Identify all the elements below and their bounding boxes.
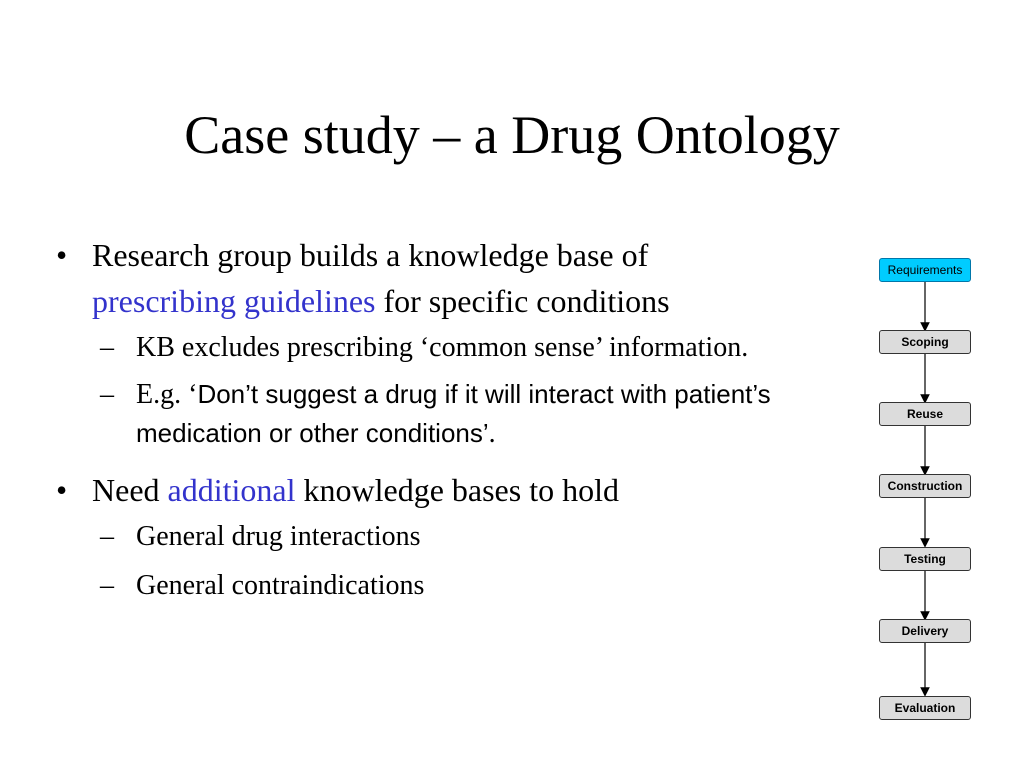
highlight-additional: additional — [167, 472, 296, 508]
sub-bullet-1-2-suffix: . — [488, 418, 496, 449]
bullet-1-text-end: for specific conditions — [375, 283, 670, 319]
dash-marker: – — [100, 379, 114, 410]
highlight-prescribing-guidelines: prescribing guidelines — [92, 283, 376, 319]
step-requirements: Requirements — [879, 258, 971, 282]
dash-marker: – — [100, 332, 114, 363]
step-scoping: Scoping — [879, 330, 971, 354]
dash-marker: – — [100, 570, 114, 601]
bullet-1-text: Research group builds a knowledge base of — [92, 237, 649, 273]
bullet-marker: • — [56, 237, 68, 273]
bullet-2-text-start: Need — [92, 472, 168, 508]
sub-bullet-2-1-text: General drug interactions — [136, 521, 421, 552]
sub-bullet-2-2-text: General contraindications — [136, 570, 425, 601]
bullet-marker: • — [56, 472, 68, 508]
sub-bullet-1-1-text: KB excludes prescribing ‘common sense’ information. — [136, 332, 749, 363]
step-delivery: Delivery — [879, 619, 971, 643]
dash-marker: – — [100, 521, 114, 552]
slide-title: Case study – a Drug Ontology — [184, 105, 840, 165]
step-evaluation: Evaluation — [879, 696, 971, 720]
step-construction: Construction — [879, 474, 971, 498]
sub-bullet-1-2-prefix: E.g. ‘ — [136, 379, 198, 410]
bullet-2-text-end: knowledge bases to hold — [295, 472, 619, 508]
step-testing: Testing — [879, 547, 971, 571]
step-reuse: Reuse — [879, 402, 971, 426]
sub-bullet-1-2-quote: Don’t suggest a drug if it will interact with patient’s medication or other conditions’ — [136, 379, 771, 448]
